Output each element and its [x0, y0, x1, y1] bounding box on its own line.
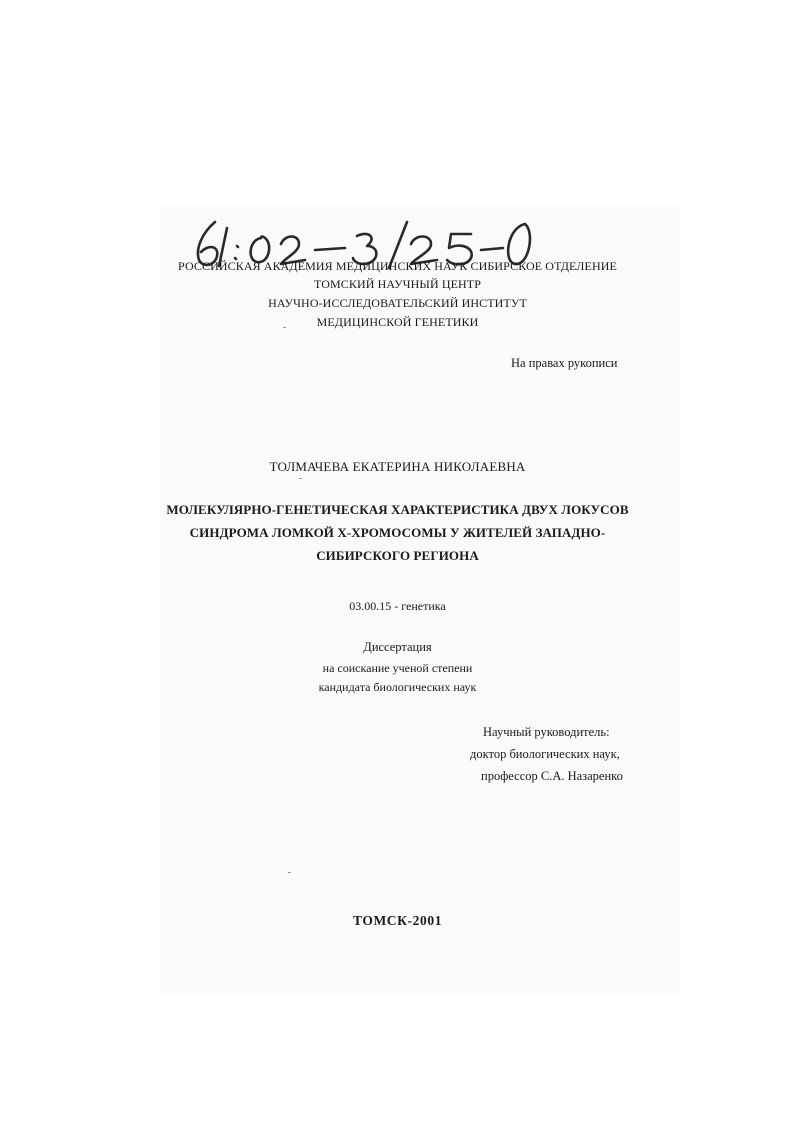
org-line-genetics: МЕДИЦИНСКОЙ ГЕНЕТИКИ [316, 315, 479, 329]
supervisor-name: профессор С.А. Назаренко [481, 769, 623, 783]
degree-type: Диссертация [363, 640, 432, 654]
author-name: ТОЛМАЧЕВА ЕКАТЕРИНА НИКОЛАЕВНА [269, 459, 526, 474]
scan-speck [299, 478, 302, 479]
specialty-code: 03.00.15 - генетика [349, 599, 446, 613]
org-line-academy: РОССИЙСКАЯ АКАДЕМИЯ МЕДИЦИНСКИХ НАУК СИБИРСКОЕ ОТДЕЛЕНИЕ [178, 259, 617, 273]
org-line-center: ТОМСКИЙ НАУЧНЫЙ ЦЕНТР [314, 277, 481, 291]
title-line-1: МОЛЕКУЛЯРНО-ГЕНЕТИЧЕСКАЯ ХАРАКТЕРИСТИКА ДВУХ ЛОКУСОВ [166, 502, 629, 517]
degree-field: кандидата биологических наук [318, 680, 477, 694]
scan-speck [283, 327, 286, 328]
degree-purpose: на соискание ученой степени [322, 661, 473, 675]
org-line-institute: НАУЧНО-ИССЛЕДОВАТЕЛЬСКИЙ ИНСТИТУТ [268, 296, 527, 310]
supervisor-heading: Научный руководитель: [483, 725, 610, 739]
manuscript-rights-note: На правах рукописи [511, 356, 618, 370]
title-line-2: СИНДРОМА ЛОМКОЙ Х-ХРОМОСОМЫ У ЖИТЕЛЕЙ ЗАПАДНО- [189, 525, 606, 540]
title-line-3: СИБИРСКОГО РЕГИОНА [316, 548, 479, 563]
scan-speck [288, 872, 291, 873]
city-year: ТОМСК-2001 [352, 913, 443, 928]
supervisor-degree: доктор биологических наук, [470, 747, 620, 761]
